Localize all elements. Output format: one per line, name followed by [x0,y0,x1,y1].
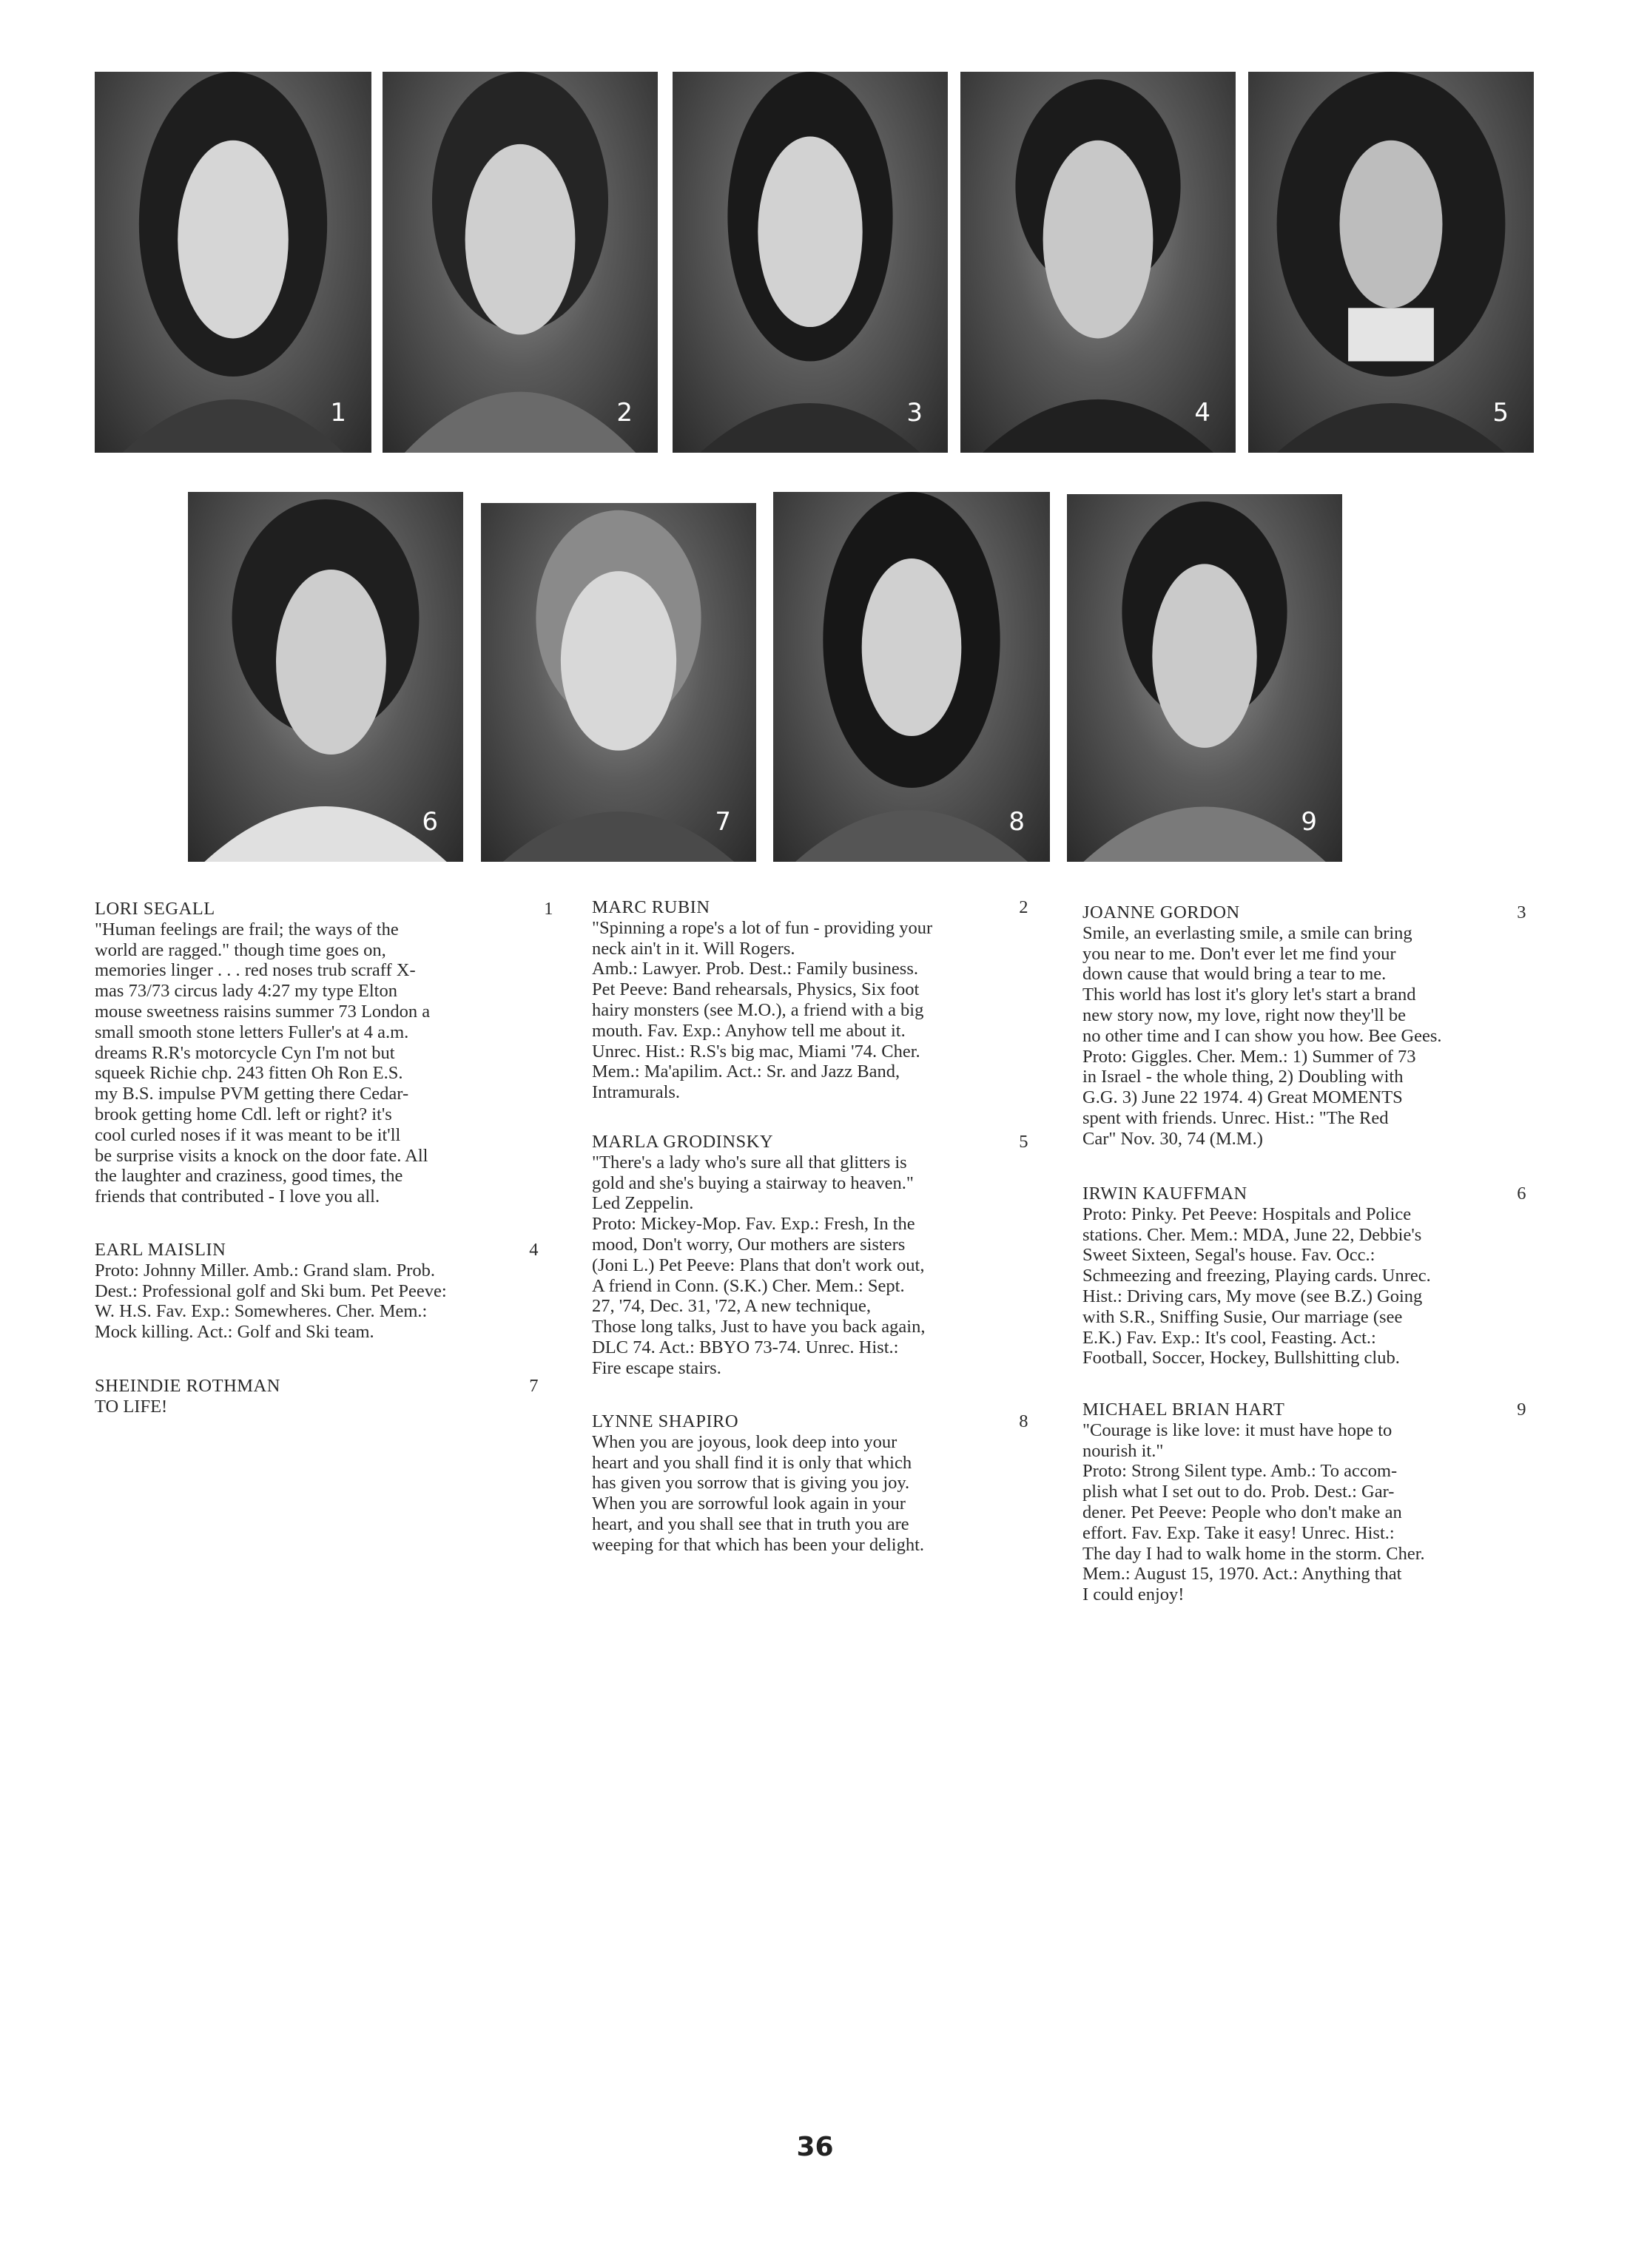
bio-name: MARC RUBIN [592,897,710,917]
photo-number: 2 [616,398,633,428]
bio-text: "There's a lady who's sure all that glitters is gold and she's buying a stairway to heaven." Led Zeppelin. Proto: Mickey-Mop. Fav. Exp.: Fresh, In the mood, Don't worry, Our mothers are sisters (Joni L.) Pet Peeve: Plans that don't work out, A friend in Conn. (S.K.) Cher. Mem.: Sept. 27, '74, Dec. 31, '72, A new technique, Those long talks, Just to have you back again, DLC 74. Act.: BBYO 73-74. Unrec. Hist.: Fire escape stairs. [592,1152,926,1378]
bio-number: 4 [529,1240,539,1260]
bio-name: JOANNE GORDON [1082,902,1240,922]
bio-number: 6 [1517,1184,1526,1204]
bio-name: IRWIN KAUFFMAN [1082,1184,1247,1204]
bio-lori-segall [95,899,553,1207]
portrait-photo [95,72,371,453]
bio-lynne-shapiro [592,1411,1028,1556]
bio-number: 8 [1019,1411,1028,1431]
bio-text: Proto: Pinky. Pet Peeve: Hospitals and Police stations. Cher. Mem.: MDA, June 22, Debbie's Sweet Sixteen, Segal's house. Fav. Occ.: Schmeezing and freezing, Playing cards. Unrec. Hist.: Driving cars, My move (see B.Z.) Going with S.R., Sniffing Susie, Our marriage (see E.K.) Fav. Exp.: It's cool, Feasting. Act.: Football, Soccer, Hockey, Bullshitting club. [1082,1204,1431,1368]
photo-number: 3 [906,398,923,428]
bio-number: 9 [1517,1400,1526,1420]
bio-name: LYNNE SHAPIRO [592,1411,739,1431]
bio-michael-brian-hart [1082,1400,1526,1605]
bio-text: "Spinning a rope's a lot of fun - providing your neck ain't in it. Will Rogers. Amb.: Lawyer. Prob. Dest.: Family business. Pet Peeve: Band rehearsals, Physics, Six foot hairy monsters (see M.O.), a friend with a big mouth. Fav. Exp.: Anyhow tell me about it. Unrec. Hist.: R.S's big mac, Miami '74. Cher. Mem.: Ma'apilim. Act.: Sr. and Jazz Band, Intramurals. [592,917,933,1103]
bio-text: Proto: Johnny Miller. Amb.: Grand slam. Prob. Dest.: Professional golf and Ski bum. Pet Peeve: W. H.S. Fav. Exp.: Somewheres. Cher. Mem.: Mock killing. Act.: Golf and Ski team. [95,1260,447,1343]
portrait-photo [1067,494,1342,862]
bio-joanne-gordon [1082,902,1526,1150]
bio-number: 5 [1019,1132,1028,1152]
bio-number: 7 [529,1376,539,1396]
bio-earl-maislin [95,1240,539,1343]
portrait-photo [960,72,1236,453]
photo-number: 1 [330,398,346,428]
photo-number: 6 [422,807,438,837]
bio-text: "Human feelings are frail; the ways of the world are ragged." though time goes on, memories linger . . . red noses trub scraff X- mas 73/73 circus lady 4:27 my type Elton mouse sweetness raisins summer 73 London a small smooth stone letters Fuller's at 4 a.m. dreams R.R's motorcycle Cyn I'm not but squeek Richie chp. 243 fitten Oh Ron E.S. my B.S. impulse PVM getting there Cedar- brook getting home Cdl. left or right? it's cool curled noses if it was meant to be it'll be surprise visits a knock on the door fate. All the laughter and craziness, good times, the friends that contributed - I love you all. [95,919,431,1207]
bio-number: 3 [1517,902,1526,922]
bio-text: When you are joyous, look deep into your heart and you shall find it is only that which has given you sorrow that is giving you joy. When you are sorrowful look again in your heart, and you shall see that in truth you are weeping for that which has been your delight. [592,1431,925,1555]
photo-number: 5 [1492,398,1509,428]
photo-number: 9 [1301,807,1317,837]
bio-name: MARLA GRODINSKY [592,1132,774,1152]
bio-irwin-kauffman [1082,1184,1526,1368]
portrait-photo [383,72,658,453]
photo-number: 4 [1194,398,1210,428]
portrait-photo [673,72,948,453]
bio-name: MICHAEL BRIAN HART [1082,1400,1285,1420]
bio-sheindie-rothman [95,1376,539,1417]
bio-name: SHEINDIE ROTHMAN [95,1376,280,1396]
bio-number: 2 [1019,897,1028,917]
portrait-photo [773,492,1050,862]
photo-number: 8 [1008,807,1025,837]
bio-marc-rubin [592,897,1028,1103]
bio-marla-grodinsky [592,1132,1028,1379]
portrait-photo [481,503,756,862]
bio-number: 1 [544,899,553,919]
bio-text: TO LIFE! [95,1396,168,1417]
portrait-photo [1248,72,1534,453]
portrait-photo [188,492,463,862]
photo-number: 7 [715,807,731,837]
page-number: 36 [796,2132,834,2162]
bio-name: LORI SEGALL [95,899,215,919]
bio-text: Smile, an everlasting smile, a smile can bring you near to me. Don't ever let me find your down cause that would bring a tear to me. This world has lost it's glory let's start a brand new story now, my love, right now they'll be no other time and I can show you how. Bee Gees. Proto: Giggles. Cher. Mem.: 1) Summer of 73 in Israel - the whole thing, 2) Doubling with G.G. 3) June 22 1974. 4) Great MOMENTS spent with friends. Unrec. Hist.: "The Red Car" Nov. 30, 74 (M.M.) [1082,922,1442,1149]
bio-text: "Courage is like love: it must have hope to nourish it." Proto: Strong Silent type. Amb.: To accom- plish what I set out to do. Prob. Dest.: Gar- dener. Pet Peeve: People who don't make an effort. Fav. Exp. Take it easy! Unrec. Hist.: The day I had to walk home in the storm. Cher. Mem.: August 15, 1970. Act.: Anything that I could enjoy! [1082,1420,1425,1605]
bio-name: EARL MAISLIN [95,1240,226,1260]
